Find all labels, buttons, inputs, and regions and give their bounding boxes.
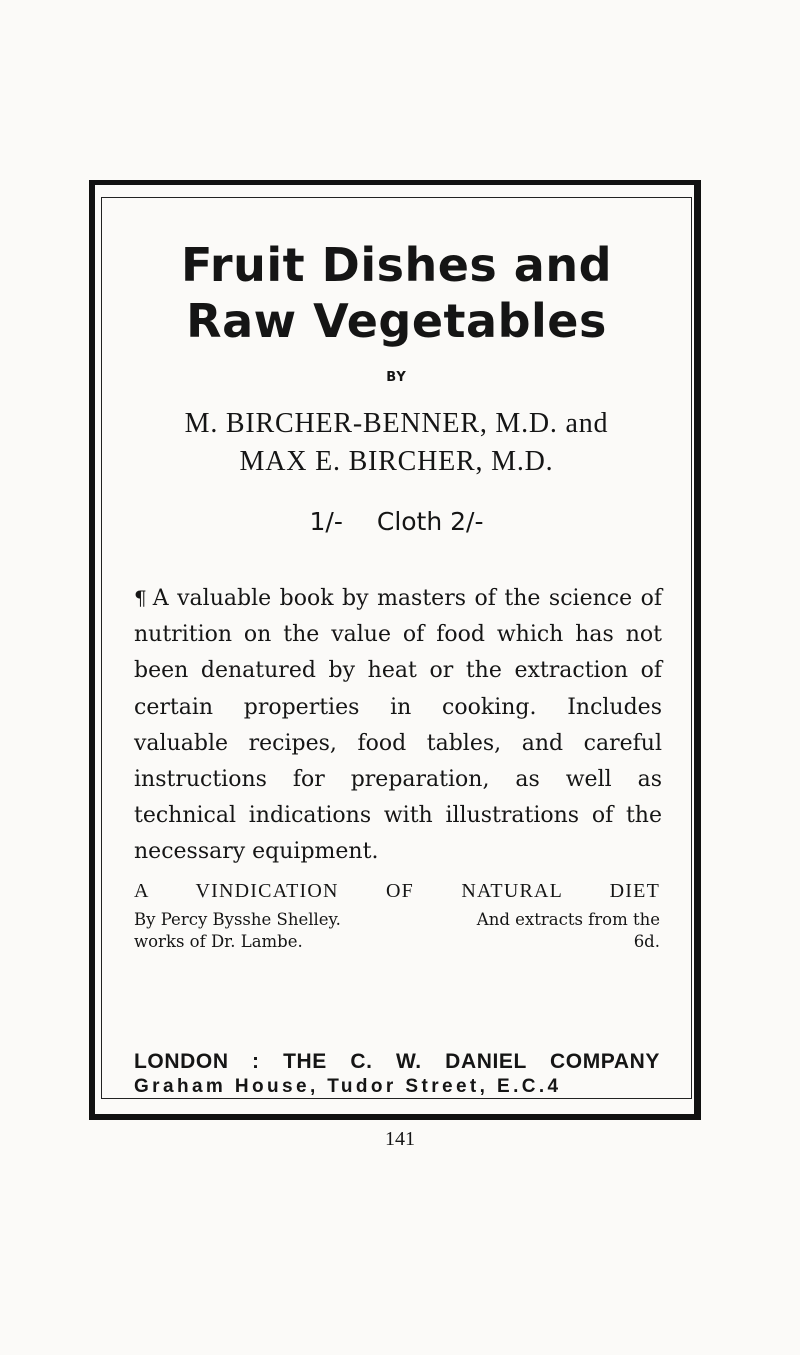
pilcrow-mark: ¶ [134, 586, 147, 610]
vindication-title: A VINDICATION OF NATURAL DIET [134, 880, 660, 902]
book-description [134, 580, 662, 871]
publisher-name: LONDON : THE C. W. DANIEL COMPANY [134, 1050, 660, 1073]
author-line-1: M. BIRCHER-BENNER, M.D. and [184, 408, 609, 439]
description-text: A valuable book by masters of the science of nutrition on the value of food which has not been denatured by heat or the extraction of certain properties in cooking. Includes valuable recipes, food tables, and careful instructions for preparation, as well as technical indications with illustrations of the necessary equipment. [134, 586, 662, 865]
book-title-line-1: Fruit Dishes and [180, 238, 613, 292]
vindication-author: By Percy Bysshe Shelley. [134, 910, 341, 929]
vindication-extracts: And extracts from the [476, 910, 660, 929]
vindication-line-1 [134, 909, 660, 931]
page-number: 141 [385, 1128, 415, 1150]
vindication-line-2 [134, 931, 660, 953]
book-title-line-2: Raw Vegetables [186, 294, 607, 348]
publisher-address: Graham House, Tudor Street, E.C.4 [134, 1076, 562, 1097]
by-label: BY [386, 370, 407, 385]
price-line [101, 507, 692, 536]
vindication-price: 6d. [633, 932, 660, 951]
paper-price: 1/- [309, 507, 343, 536]
author-line-2: MAX E. BIRCHER, M.D. [239, 446, 554, 477]
cloth-price: Cloth 2/- [376, 507, 484, 536]
vindication-details [134, 909, 660, 953]
vindication-works: works of Dr. Lambe. [134, 932, 303, 951]
